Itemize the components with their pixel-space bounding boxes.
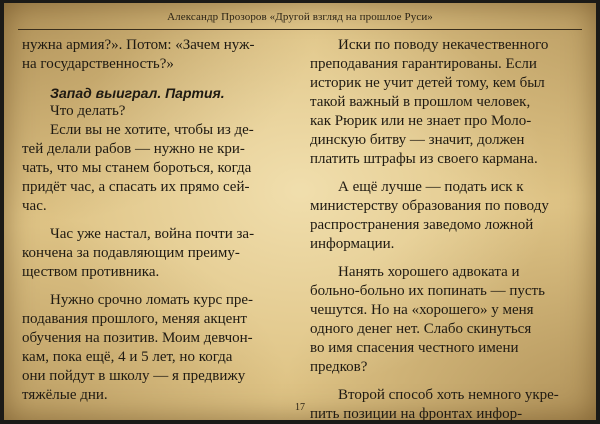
text-line: одного денег нет. Слабо скинуться — [310, 321, 532, 337]
text-line: подавания прошлого, меняя акцент — [22, 311, 247, 327]
paragraph — [310, 36, 578, 169]
page-number: 17 — [295, 402, 305, 413]
text-line: Если вы не хотите, чтобы из де- — [50, 122, 254, 138]
text-line: больно-больно их попинать — пусть — [310, 283, 545, 299]
text-line: тей делали рабов — нужно не кри- — [22, 141, 245, 157]
text-line: динскую битву — значит, должен — [310, 132, 525, 148]
text-line: платить штрафы из своего кармана. — [310, 151, 538, 167]
section-subheading: Запад выиграл. Партия. — [50, 85, 225, 101]
text-line: распространения заведомо ложной — [310, 217, 534, 233]
paragraph — [22, 121, 284, 216]
question-line: Что делать? — [50, 103, 126, 119]
text-line: такой важный в прошлом человек, — [310, 94, 531, 110]
text-line: Иски по поводу некачественного — [338, 37, 549, 53]
text-line: чешутся. Но на «хорошего» у меня — [310, 302, 534, 318]
paragraph — [310, 263, 578, 377]
text-line: тяжёлые дни. — [22, 387, 108, 403]
text-line: кам, пока ещё, 4 и 5 лет, но когда — [22, 349, 233, 365]
running-header: Александр Прозоров «Другой взгляд на прошлое Руси» — [167, 11, 433, 23]
paragraph — [310, 178, 578, 254]
text-line: историк не учит детей тому, кем был — [310, 75, 545, 91]
text-line: ществом противника. — [22, 264, 160, 280]
header-rule — [18, 29, 582, 30]
text-line: Час уже настал, война почти за- — [50, 226, 255, 242]
text-line: Нанять хорошего адвоката и — [338, 264, 520, 280]
text-line: час. — [22, 198, 47, 214]
text-line: чать, что мы станем бороться, когда — [22, 160, 252, 176]
paragraph — [22, 225, 284, 282]
continued-paragraph — [22, 36, 284, 74]
text-line: министерству образования по поводу — [310, 198, 549, 214]
text-line: придёт час, а спасать их прямо сей- — [22, 179, 250, 195]
text-line: Второй способ хоть немного укре- — [338, 387, 559, 403]
text-line: Нужно срочно ломать курс пре- — [50, 292, 254, 308]
text-line: на государственность?» — [22, 56, 174, 72]
text-line: нужна армия?». Потом: «Зачем нуж- — [22, 37, 255, 53]
text-line: преподавания гарантированы. Если — [310, 56, 537, 72]
paragraph — [22, 291, 284, 405]
text-line: как Рюрик или не знает про Моло- — [310, 113, 532, 129]
text-line: во имя спасения честного имени — [310, 340, 519, 356]
text-line: информации. — [310, 236, 395, 252]
right-column — [310, 36, 578, 424]
text-line: кончена за подавляющим преиму- — [22, 245, 240, 261]
text-line: пить позиции на фронтах инфор- — [310, 406, 523, 422]
book-page — [4, 3, 596, 420]
text-line: предков? — [310, 359, 368, 375]
left-column — [22, 36, 284, 405]
text-line: А ещё лучше — подать иск к — [338, 179, 524, 195]
text-line: обучения на позитив. Моим девчон- — [22, 330, 253, 346]
text-line: они пойдут в школу — я предвижу — [22, 368, 246, 384]
